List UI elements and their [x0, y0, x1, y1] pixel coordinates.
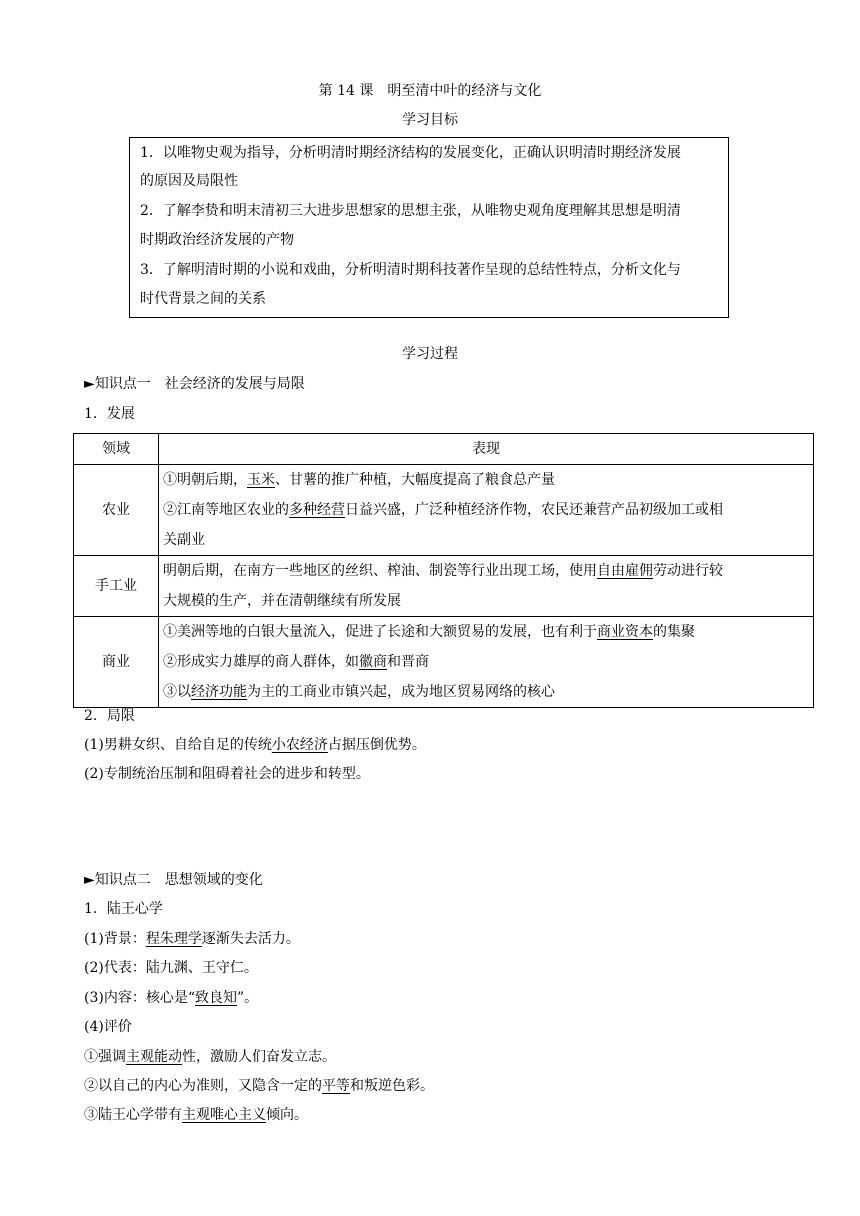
table-row-handicraft [74, 556, 814, 617]
limit-item-1: (1)男耕女织、自给自足的传统小农经济占据压倒优势。 [84, 737, 426, 753]
limit-item-2: (2)专制统治压制和阻碍着社会的进步和转型。 [84, 766, 370, 782]
table-header-row [74, 434, 814, 465]
content-line: ②江南等地区农业的多种经营日益兴盛，广泛种植经济作物，农民还兼营产品初级加工或相 [163, 502, 723, 518]
key-term: 商业资本 [597, 624, 653, 640]
evaluation-1: ①强调主观能动性，激励人们奋发立志。 [84, 1049, 336, 1065]
row-content [159, 556, 814, 617]
table-row-agriculture [74, 465, 814, 556]
table-row-commerce [74, 617, 814, 708]
section-limits: 2．局限 [84, 708, 135, 724]
item-background: (1)背景：程朱理学逐渐失去活力。 [84, 931, 300, 947]
evaluation-3: ③陆王心学带有主观唯心主义倾向。 [84, 1107, 308, 1123]
knowledge-point-2-title: ►知识点二 思想领域的变化 [84, 872, 263, 888]
key-term: 徽商 [359, 654, 387, 670]
key-term: 自由雇佣 [597, 563, 653, 579]
row-field-label: 手工业 [74, 556, 159, 617]
goals-heading: 学习目标 [402, 112, 458, 128]
goal-1-line-1: 1．以唯物史观为指导，分析明清时期经济结构的发展变化，正确认识明清时期经济发展 [140, 145, 681, 161]
knowledge-point-1-title: ►知识点一 社会经济的发展与局限 [84, 376, 305, 392]
content-line: ②形成实力雄厚的商人群体，如徽商和晋商 [163, 654, 429, 670]
content-line: ①美洲等地的白银大量流入，促进了长途和大额贸易的发展，也有利于商业资本的集聚 [163, 624, 695, 640]
key-term: 小农经济 [271, 737, 328, 753]
row-content [159, 465, 814, 556]
evaluation-2: ②以自己的内心为准则，又隐含一定的平等和叛逆色彩。 [84, 1078, 434, 1094]
key-term: 经济功能 [191, 684, 247, 700]
content-line: ①明朝后期，玉米、甘薯的推广种植，大幅度提高了粮食总产量 [163, 472, 555, 488]
key-term: 平等 [322, 1078, 350, 1094]
header-field: 领域 [74, 434, 159, 465]
content-line: ③以经济功能为主的工商业市镇兴起，成为地区贸易网络的核心 [163, 684, 555, 700]
content-line: 大规模的生产，并在清朝继续有所发展 [163, 593, 401, 609]
item-content: (3)内容：核心是“致良知”。 [84, 990, 259, 1006]
goal-3-line-1: 3．了解明清时期的小说和戏曲，分析明清时期科技著作呈现的总结性特点，分析文化与 [140, 262, 681, 278]
section-development: 1．发展 [84, 406, 135, 422]
process-heading: 学习过程 [402, 346, 458, 362]
section-lu-wang: 1．陆王心学 [84, 901, 163, 917]
goal-2-line-2: 时期政治经济发展的产物 [140, 232, 294, 248]
key-term: 多种经营 [289, 502, 345, 518]
row-content [159, 617, 814, 708]
key-term: 程朱理学 [145, 931, 202, 947]
goal-3-line-2: 时代背景之间的关系 [140, 291, 266, 307]
lesson-title: 第 14 课 明至清中叶的经济与文化 [318, 83, 542, 99]
header-content: 表现 [159, 434, 814, 465]
learning-goals-box [129, 137, 729, 318]
key-term: 致良知 [195, 990, 237, 1006]
development-table [73, 433, 814, 708]
key-term: 主观能动 [126, 1049, 182, 1065]
item-evaluation: (4)评价 [84, 1019, 132, 1035]
content-line: 关副业 [163, 532, 205, 548]
row-field-label: 商业 [74, 617, 159, 708]
goal-2-line-1: 2．了解李贽和明末清初三大进步思想家的思想主张，从唯物史观角度理解其思想是明清 [140, 203, 681, 219]
item-representatives: (2)代表：陆九渊、王守仁。 [84, 960, 258, 976]
key-term: 主观唯心主义 [182, 1107, 266, 1123]
goal-1-line-2: 的原因及局限性 [140, 173, 238, 189]
key-term: 玉米 [247, 472, 275, 488]
content-line: 明朝后期，在南方一些地区的丝织、榨油、制瓷等行业出现工场，使用自由雇佣劳动进行较 [163, 563, 723, 579]
row-field-label: 农业 [74, 465, 159, 556]
